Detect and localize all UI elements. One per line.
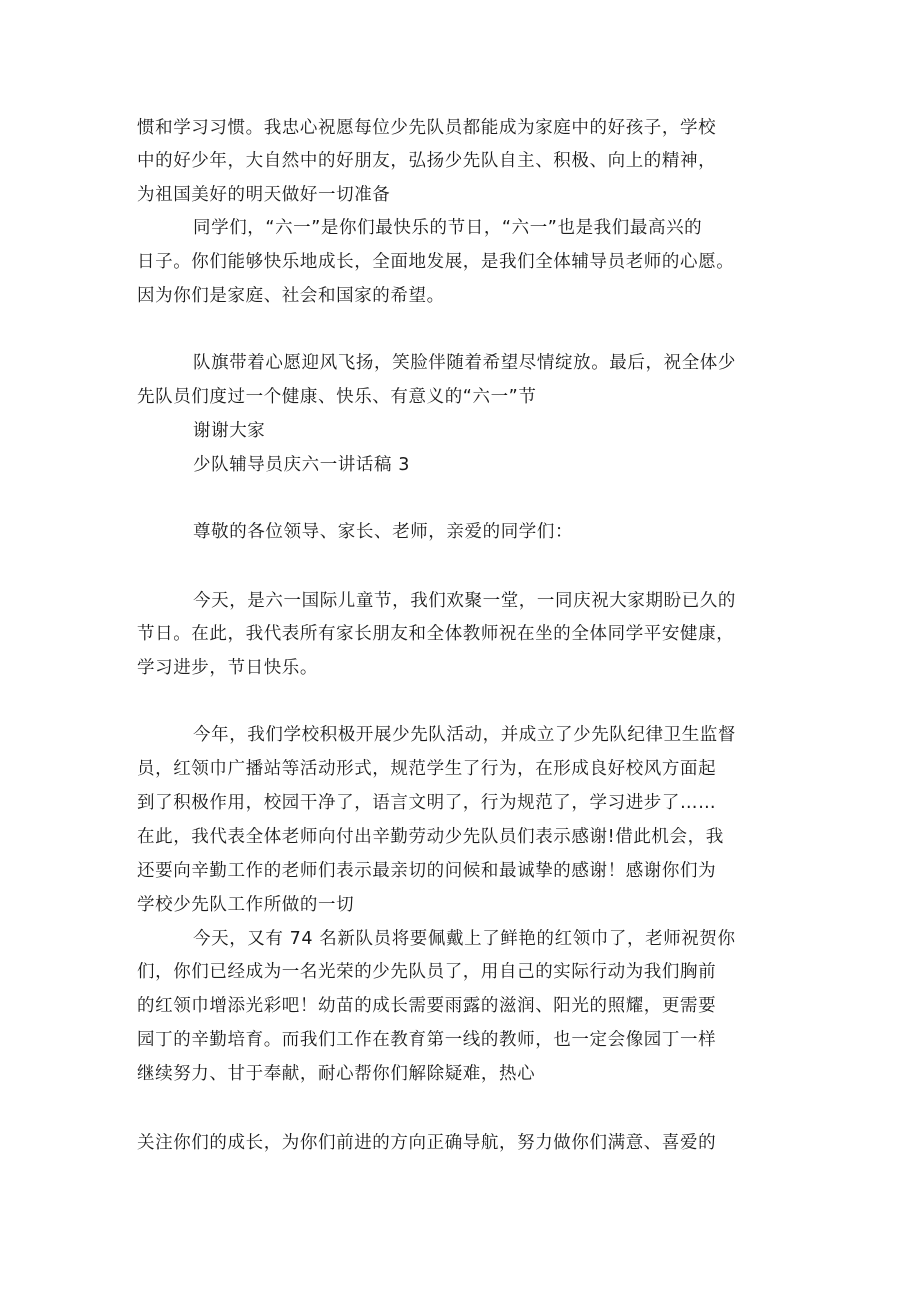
section-title: 少队辅导员庆六一讲话稿 3 (193, 455, 410, 475)
text-line-17: 到了积极作用，校园干净了，语言文明了，行为规范了，学习进步了…… (137, 793, 717, 813)
text-line-2: 中的好少年，大自然中的好朋友，弘扬少先队自主、积极、向上的精神， (137, 151, 717, 171)
text-line-22: 们，你们已经成为一名光荣的少先队员了，用自己的实际行动为我们胸前 (137, 962, 717, 982)
text-line-8: 先队员们度过一个健康、快乐、有意义的“六一”节 (137, 387, 537, 407)
text-line-14: 学习进步，节日快乐。 (137, 658, 318, 678)
text-line-9: 谢谢大家 (193, 421, 266, 441)
text-line-19: 还要向辛勤工作的老师们表示最亲切的问候和最诚挚的感谢！感谢你们为 (137, 861, 717, 881)
text-line-25: 继续努力、甘于奉献，耐心帮你们解除疑难，热心 (137, 1064, 536, 1084)
text-line-23: 的红领巾增添光彩吧！幼苗的成长需要雨露的滋润、阳光的照耀，更需要 (137, 996, 717, 1016)
text-line-21: 今天，又有 74 名新队员将要佩戴上了鲜艳的红领巾了，老师祝贺你 (193, 929, 736, 949)
text-line-15: 今年，我们学校积极开展少先队活动，并成立了少先队纪律卫生监督 (193, 725, 736, 745)
text-line-20: 学校少先队工作所做的一切 (137, 895, 355, 915)
text-line-5: 日子。你们能够快乐地成长，全面地发展，是我们全体辅导员老师的心愿。 (137, 252, 735, 272)
text-line-7: 队旗带着心愿迎风飞扬，笑脸伴随着希望尽情绽放。最后，祝全体少 (193, 353, 736, 373)
text-line-24: 园丁的辛勤培育。而我们工作在教育第一线的教师，也一定会像园丁一样 (137, 1030, 717, 1050)
text-line-13: 节日。在此，我代表所有家长朋友和全体教师祝在坐的全体同学平安健康， (137, 624, 735, 644)
text-line-4: 同学们，“六一”是你们最快乐的节日，“六一”也是我们最高兴的 (193, 218, 703, 238)
text-line-3: 为祖国美好的明天做好一切准备 (137, 185, 391, 205)
text-line-1: 惯和学习习惯。我忠心祝愿每位少先队员都能成为家庭中的好孩子，学校 (137, 118, 717, 138)
salutation-line: 尊敬的各位领导、家长、老师，亲爱的同学们： (193, 522, 574, 542)
text-line-26: 关注你们的成长，为你们前进的方向正确导航，努力做你们满意、喜爱的 (137, 1133, 717, 1153)
text-line-12: 今天，是六一国际儿童节，我们欢聚一堂，一同庆祝大家期盼已久的 (193, 591, 736, 611)
text-line-16: 员，红领巾广播站等活动形式，规范学生了行为，在形成良好校风方面起 (137, 759, 717, 779)
text-line-6: 因为你们是家庭、社会和国家的希望。 (137, 286, 445, 306)
text-line-18: 在此，我代表全体老师向付出辛勤劳动少先队员们表示感谢!借此机会，我 (137, 827, 724, 847)
